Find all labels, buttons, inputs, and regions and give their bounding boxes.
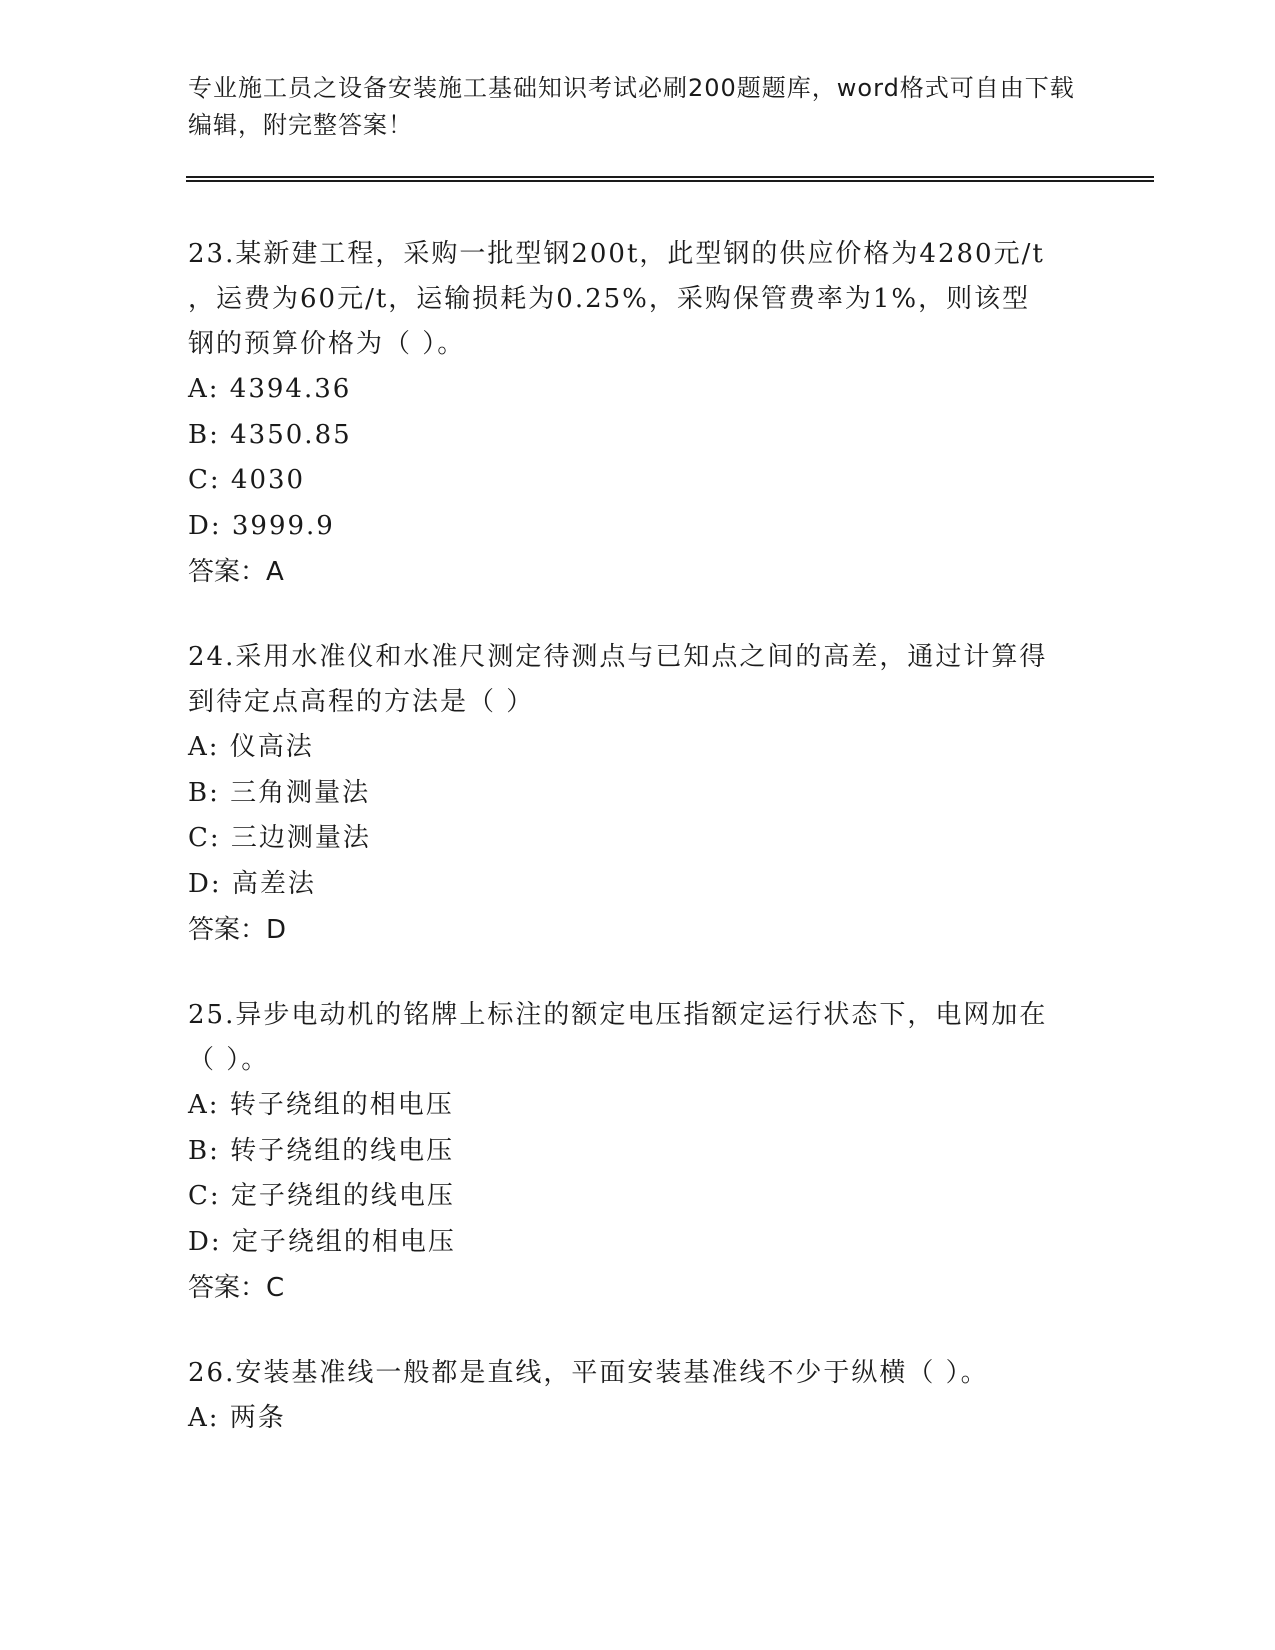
header-line-1: 专业施工员之设备安装施工基础知识考试必刷200题题库，word格式可自由下载 (188, 74, 1075, 102)
option-a: A: 仪高法 (188, 732, 314, 762)
question-text-line: 24.采用水准仪和水准尺测定待测点与已知点之间的高差，通过计算得 (188, 642, 1048, 672)
question-text-line: ，运费为60元/t，运输损耗为0.25%，采购保管费率为1%，则该型 (188, 284, 1031, 314)
answer-line: 答案：D (188, 915, 287, 945)
question-25 (188, 993, 1088, 1311)
option-d: D: 高差法 (188, 868, 316, 899)
option-a: A: 4394.36 (188, 374, 352, 404)
option-c: C: 三边测量法 (188, 823, 371, 853)
question-26 (188, 1351, 1088, 1442)
document-header (188, 70, 1088, 144)
option-a: A: 两条 (188, 1403, 286, 1433)
question-text-line: 23.某新建工程，采购一批型钢200t，此型钢的供应价格为4280元/t (188, 239, 1045, 269)
header-divider (186, 176, 1154, 182)
option-c: C: 4030 (188, 465, 306, 495)
header-line-2: 编辑，附完整答案！ (188, 111, 413, 139)
option-b: B: 4350.85 (188, 419, 352, 450)
option-b: B: 转子绕组的线电压 (188, 1135, 455, 1166)
option-b: B: 三角测量法 (188, 777, 371, 808)
question-text-line: （ ）。 (188, 1045, 270, 1075)
question-text-line: 钢的预算价格为（ ）。 (188, 329, 466, 359)
answer-line: 答案：C (188, 1273, 285, 1303)
question-text-line: 26.安装基准线一般都是直线，平面安装基准线不少于纵横（ ）。 (188, 1358, 989, 1388)
question-text-line: 25.异步电动机的铭牌上标注的额定电压指额定运行状态下，电网加在 (188, 1000, 1048, 1030)
option-d: D: 定子绕组的相电压 (188, 1226, 456, 1257)
option-a: A: 转子绕组的相电压 (188, 1090, 454, 1120)
question-24 (188, 635, 1088, 953)
question-list (188, 232, 1088, 1482)
question-text-line: 到待定点高程的方法是（ ） (188, 687, 535, 717)
question-23 (188, 232, 1088, 595)
option-d: D: 3999.9 (188, 510, 335, 541)
option-c: C: 定子绕组的线电压 (188, 1181, 455, 1211)
answer-line: 答案：A (188, 557, 284, 587)
